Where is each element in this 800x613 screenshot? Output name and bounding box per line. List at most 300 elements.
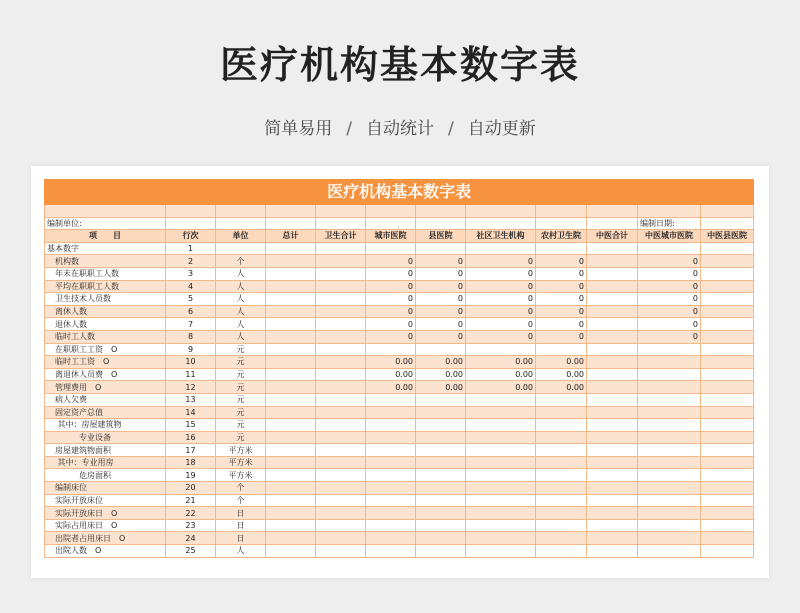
row-item-label[interactable] [45,368,166,381]
value-cell[interactable] [316,255,366,268]
value-cell[interactable] [266,519,316,532]
row-item-label[interactable] [45,419,166,432]
value-cell[interactable] [638,406,701,419]
value-cell[interactable] [701,494,754,507]
cell[interactable] [701,217,754,230]
value-cell[interactable] [416,456,466,469]
value-cell[interactable] [316,305,366,318]
value-cell[interactable] [466,242,536,255]
row-item-label[interactable] [45,305,166,318]
value-cell[interactable] [638,393,701,406]
row-line-number[interactable]: 19 [166,469,216,482]
value-cell[interactable] [366,419,416,432]
value-cell[interactable]: 0 [638,305,701,318]
row-item-label[interactable] [45,381,166,394]
value-cell[interactable]: 0.00 [536,356,587,369]
value-cell[interactable] [587,381,638,394]
row-item-label[interactable] [45,431,166,444]
value-cell[interactable] [466,519,536,532]
row-item-label[interactable] [45,494,166,507]
value-cell[interactable]: 0.00 [416,356,466,369]
value-cell[interactable] [536,456,587,469]
value-cell[interactable] [536,507,587,520]
value-cell[interactable] [316,293,366,306]
row-unit[interactable]: 元 [216,356,266,369]
row-item-label[interactable] [45,482,166,495]
value-cell[interactable] [416,393,466,406]
value-cell[interactable] [266,494,316,507]
value-cell[interactable] [638,368,701,381]
value-cell[interactable] [266,507,316,520]
value-cell[interactable] [416,482,466,495]
row-unit[interactable] [216,242,266,255]
value-cell[interactable] [587,456,638,469]
cell[interactable] [366,205,416,218]
value-cell[interactable]: 0 [466,280,536,293]
value-cell[interactable] [587,280,638,293]
value-cell[interactable] [701,381,754,394]
row-line-number[interactable]: 1 [166,242,216,255]
value-cell[interactable] [466,456,536,469]
value-cell[interactable] [466,507,536,520]
value-cell[interactable] [587,494,638,507]
value-cell[interactable]: 0 [638,280,701,293]
value-cell[interactable]: 0 [466,293,536,306]
row-line-number[interactable]: 2 [166,255,216,268]
cell[interactable] [536,217,587,230]
row-unit[interactable]: 元 [216,393,266,406]
value-cell[interactable] [316,318,366,331]
cell[interactable] [638,205,701,218]
value-cell[interactable] [266,318,316,331]
value-cell[interactable] [536,519,587,532]
cell[interactable] [166,205,216,218]
value-cell[interactable]: 0 [416,330,466,343]
value-cell[interactable]: 0 [366,330,416,343]
value-cell[interactable] [701,242,754,255]
value-cell[interactable] [587,343,638,356]
value-cell[interactable] [466,406,536,419]
value-cell[interactable] [587,519,638,532]
row-item-label[interactable] [45,456,166,469]
value-cell[interactable] [587,444,638,457]
value-cell[interactable] [416,519,466,532]
value-cell[interactable]: 0.00 [416,368,466,381]
row-unit[interactable]: 元 [216,343,266,356]
value-cell[interactable]: 0 [366,255,416,268]
value-cell[interactable] [638,507,701,520]
row-item-label[interactable] [45,280,166,293]
value-cell[interactable] [366,532,416,545]
row-line-number[interactable]: 7 [166,318,216,331]
value-cell[interactable] [416,343,466,356]
cell[interactable] [316,217,366,230]
value-cell[interactable] [536,494,587,507]
row-item-label[interactable] [45,469,166,482]
value-cell[interactable] [701,519,754,532]
value-cell[interactable] [466,444,536,457]
row-unit[interactable]: 个 [216,482,266,495]
value-cell[interactable] [366,469,416,482]
value-cell[interactable]: 0 [536,330,587,343]
value-cell[interactable] [416,494,466,507]
row-unit[interactable]: 人 [216,545,266,558]
cell[interactable] [466,217,536,230]
value-cell[interactable]: 0.00 [416,381,466,394]
value-cell[interactable] [316,482,366,495]
value-cell[interactable] [587,267,638,280]
value-cell[interactable] [266,267,316,280]
value-cell[interactable] [701,280,754,293]
value-cell[interactable] [466,419,536,432]
value-cell[interactable] [701,267,754,280]
row-unit[interactable]: 元 [216,406,266,419]
value-cell[interactable] [366,406,416,419]
value-cell[interactable]: 0 [466,305,536,318]
cell[interactable] [536,205,587,218]
value-cell[interactable] [316,494,366,507]
value-cell[interactable] [416,532,466,545]
row-unit[interactable]: 个 [216,255,266,268]
row-line-number[interactable]: 20 [166,482,216,495]
row-item-label[interactable] [45,393,166,406]
cell[interactable] [587,205,638,218]
row-unit[interactable]: 元 [216,431,266,444]
value-cell[interactable] [266,393,316,406]
value-cell[interactable]: 0 [366,267,416,280]
row-unit[interactable]: 人 [216,293,266,306]
value-cell[interactable] [316,456,366,469]
row-item-label[interactable] [45,330,166,343]
value-cell[interactable]: 0 [466,330,536,343]
value-cell[interactable]: 0 [416,305,466,318]
value-cell[interactable]: 0 [536,255,587,268]
value-cell[interactable] [638,494,701,507]
value-cell[interactable]: 0.00 [466,356,536,369]
value-cell[interactable] [266,293,316,306]
value-cell[interactable]: 0 [536,280,587,293]
value-cell[interactable] [701,406,754,419]
row-line-number[interactable]: 5 [166,293,216,306]
value-cell[interactable] [701,393,754,406]
value-cell[interactable]: 0 [416,280,466,293]
value-cell[interactable] [638,444,701,457]
row-line-number[interactable]: 22 [166,507,216,520]
value-cell[interactable] [587,419,638,432]
value-cell[interactable]: 0 [638,293,701,306]
value-cell[interactable] [366,444,416,457]
value-cell[interactable] [416,431,466,444]
value-cell[interactable] [587,469,638,482]
value-cell[interactable]: 0.00 [466,381,536,394]
row-unit[interactable]: 日 [216,507,266,520]
value-cell[interactable] [587,305,638,318]
value-cell[interactable] [536,419,587,432]
value-cell[interactable] [416,469,466,482]
value-cell[interactable] [316,242,366,255]
value-cell[interactable]: 0 [536,318,587,331]
value-cell[interactable] [638,431,701,444]
value-cell[interactable] [638,419,701,432]
value-cell[interactable]: 0 [638,267,701,280]
value-cell[interactable]: 0.00 [366,356,416,369]
cell[interactable] [45,205,166,218]
value-cell[interactable] [366,456,416,469]
value-cell[interactable]: 0 [638,318,701,331]
row-line-number[interactable]: 10 [166,356,216,369]
value-cell[interactable] [466,393,536,406]
value-cell[interactable] [536,532,587,545]
value-cell[interactable] [266,431,316,444]
row-item-label[interactable] [45,444,166,457]
value-cell[interactable] [416,507,466,520]
value-cell[interactable] [536,545,587,558]
value-cell[interactable] [587,330,638,343]
value-cell[interactable] [466,482,536,495]
value-cell[interactable] [701,255,754,268]
value-cell[interactable]: 0 [366,280,416,293]
value-cell[interactable] [366,545,416,558]
value-cell[interactable] [587,255,638,268]
value-cell[interactable] [587,356,638,369]
cell[interactable] [466,205,536,218]
value-cell[interactable] [587,293,638,306]
row-unit[interactable]: 平方米 [216,469,266,482]
cell[interactable] [216,217,266,230]
row-unit[interactable]: 元 [216,419,266,432]
value-cell[interactable]: 0 [536,293,587,306]
value-cell[interactable] [366,519,416,532]
value-cell[interactable] [316,519,366,532]
value-cell[interactable] [587,507,638,520]
value-cell[interactable]: 0.00 [536,381,587,394]
row-line-number[interactable]: 14 [166,406,216,419]
value-cell[interactable] [638,545,701,558]
value-cell[interactable]: 0 [366,318,416,331]
value-cell[interactable] [701,356,754,369]
cell[interactable] [366,217,416,230]
value-cell[interactable] [536,444,587,457]
cell[interactable] [266,217,316,230]
value-cell[interactable] [466,545,536,558]
cell[interactable] [587,217,638,230]
value-cell[interactable] [366,242,416,255]
row-unit[interactable]: 人 [216,305,266,318]
value-cell[interactable] [366,431,416,444]
row-line-number[interactable]: 15 [166,419,216,432]
value-cell[interactable] [466,532,536,545]
row-unit[interactable]: 人 [216,330,266,343]
value-cell[interactable] [536,393,587,406]
row-unit[interactable]: 元 [216,368,266,381]
row-line-number[interactable]: 17 [166,444,216,457]
cell[interactable] [701,205,754,218]
row-item-label[interactable] [45,255,166,268]
value-cell[interactable]: 0 [466,318,536,331]
row-item-label[interactable] [45,318,166,331]
value-cell[interactable] [587,242,638,255]
value-cell[interactable] [701,507,754,520]
value-cell[interactable] [316,381,366,394]
value-cell[interactable] [701,330,754,343]
row-line-number[interactable]: 11 [166,368,216,381]
value-cell[interactable] [266,356,316,369]
value-cell[interactable] [366,507,416,520]
value-cell[interactable] [701,482,754,495]
value-cell[interactable] [316,444,366,457]
value-cell[interactable] [266,469,316,482]
row-item-label[interactable] [45,507,166,520]
value-cell[interactable] [416,545,466,558]
value-cell[interactable] [701,469,754,482]
row-line-number[interactable]: 13 [166,393,216,406]
value-cell[interactable] [587,482,638,495]
value-cell[interactable] [316,545,366,558]
row-item-label[interactable] [45,343,166,356]
row-item-label[interactable] [45,545,166,558]
row-unit[interactable]: 人 [216,318,266,331]
value-cell[interactable] [701,419,754,432]
value-cell[interactable] [266,305,316,318]
value-cell[interactable] [266,381,316,394]
value-cell[interactable] [587,532,638,545]
value-cell[interactable]: 0 [466,255,536,268]
value-cell[interactable] [266,330,316,343]
cell[interactable] [416,205,466,218]
value-cell[interactable]: 0 [416,318,466,331]
row-line-number[interactable]: 9 [166,343,216,356]
value-cell[interactable]: 0.00 [536,368,587,381]
row-line-number[interactable]: 8 [166,330,216,343]
value-cell[interactable] [266,242,316,255]
row-line-number[interactable]: 18 [166,456,216,469]
value-cell[interactable] [536,469,587,482]
value-cell[interactable]: 0 [466,267,536,280]
value-cell[interactable] [701,545,754,558]
value-cell[interactable] [701,532,754,545]
value-cell[interactable] [416,444,466,457]
value-cell[interactable] [416,242,466,255]
value-cell[interactable] [266,419,316,432]
value-cell[interactable] [266,255,316,268]
row-item-label[interactable] [45,532,166,545]
value-cell[interactable] [366,343,416,356]
row-item-label[interactable] [45,519,166,532]
value-cell[interactable] [638,532,701,545]
value-cell[interactable] [366,482,416,495]
value-cell[interactable] [316,469,366,482]
cell[interactable] [416,217,466,230]
value-cell[interactable] [587,406,638,419]
value-cell[interactable] [266,545,316,558]
cell[interactable] [316,205,366,218]
row-line-number[interactable]: 24 [166,532,216,545]
value-cell[interactable] [701,293,754,306]
row-unit[interactable]: 个 [216,494,266,507]
value-cell[interactable] [638,482,701,495]
value-cell[interactable]: 0 [366,293,416,306]
value-cell[interactable] [638,469,701,482]
value-cell[interactable] [316,431,366,444]
value-cell[interactable]: 0.00 [366,381,416,394]
value-cell[interactable] [366,494,416,507]
value-cell[interactable] [316,368,366,381]
value-cell[interactable] [416,406,466,419]
value-cell[interactable] [638,381,701,394]
row-unit[interactable]: 平方米 [216,444,266,457]
value-cell[interactable] [701,318,754,331]
value-cell[interactable]: 0 [638,330,701,343]
value-cell[interactable] [701,456,754,469]
value-cell[interactable] [587,368,638,381]
value-cell[interactable]: 0 [416,255,466,268]
value-cell[interactable] [266,280,316,293]
value-cell[interactable] [266,406,316,419]
cell[interactable] [216,205,266,218]
value-cell[interactable] [638,343,701,356]
value-cell[interactable] [466,469,536,482]
value-cell[interactable] [266,456,316,469]
cell[interactable] [166,217,216,230]
cell[interactable] [266,205,316,218]
row-unit[interactable]: 元 [216,381,266,394]
value-cell[interactable] [638,356,701,369]
value-cell[interactable] [638,519,701,532]
row-unit[interactable]: 人 [216,267,266,280]
value-cell[interactable]: 0 [536,305,587,318]
value-cell[interactable] [701,444,754,457]
value-cell[interactable] [587,545,638,558]
row-item-label[interactable] [45,267,166,280]
value-cell[interactable] [638,242,701,255]
value-cell[interactable] [701,368,754,381]
value-cell[interactable] [701,343,754,356]
row-item-label[interactable] [45,293,166,306]
row-line-number[interactable]: 21 [166,494,216,507]
row-line-number[interactable]: 12 [166,381,216,394]
row-unit[interactable]: 人 [216,280,266,293]
value-cell[interactable] [316,330,366,343]
row-line-number[interactable]: 25 [166,545,216,558]
value-cell[interactable]: 0.00 [466,368,536,381]
value-cell[interactable] [536,343,587,356]
value-cell[interactable] [266,368,316,381]
value-cell[interactable] [466,343,536,356]
row-line-number[interactable]: 3 [166,267,216,280]
row-unit[interactable]: 日 [216,532,266,545]
value-cell[interactable] [366,393,416,406]
row-unit[interactable]: 平方米 [216,456,266,469]
value-cell[interactable] [536,406,587,419]
value-cell[interactable] [316,507,366,520]
value-cell[interactable] [701,305,754,318]
value-cell[interactable] [466,494,536,507]
value-cell[interactable]: 0.00 [366,368,416,381]
value-cell[interactable] [266,532,316,545]
row-line-number[interactable]: 6 [166,305,216,318]
value-cell[interactable] [416,419,466,432]
value-cell[interactable]: 0 [416,267,466,280]
row-unit[interactable]: 日 [216,519,266,532]
value-cell[interactable] [316,343,366,356]
row-item-label[interactable] [45,242,166,255]
row-line-number[interactable]: 16 [166,431,216,444]
row-item-label[interactable] [45,356,166,369]
value-cell[interactable] [587,393,638,406]
value-cell[interactable] [701,431,754,444]
value-cell[interactable] [316,419,366,432]
value-cell[interactable] [266,444,316,457]
